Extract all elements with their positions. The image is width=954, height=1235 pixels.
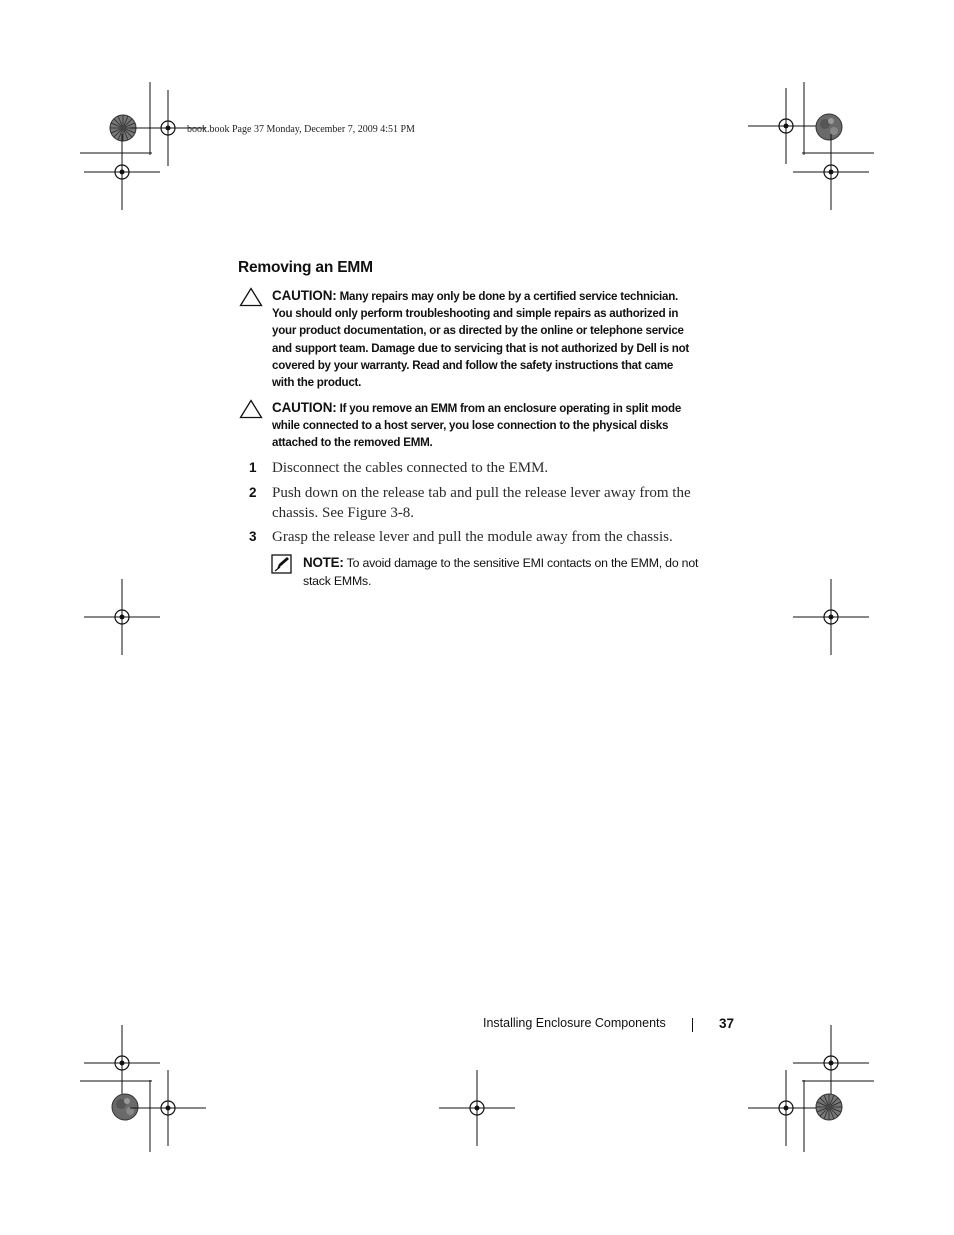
- caution-block: [239, 287, 729, 391]
- caution-text-line: while connected to a host server, you lose connection to the physical disks: [272, 419, 669, 433]
- caution-text-line: your product documentation, or as directed by the online or telephone service: [272, 324, 684, 338]
- caution-text-line: attached to the removed EMM.: [272, 436, 433, 450]
- crosshair-mark: [793, 579, 869, 655]
- caution-text-line: If you remove an EMM from an enclosure operating in split mode: [339, 402, 682, 415]
- step-text: Disconnect the cables connected to the EMM.: [272, 460, 549, 476]
- note-block: [271, 554, 731, 590]
- caution-text-line: Many repairs may only be done by a certified service technician.: [339, 290, 679, 303]
- caution-text-line: You should only perform troubleshooting and simple repairs as authorized in: [272, 307, 679, 321]
- procedure-step: [249, 458, 719, 478]
- note-pencil-icon: [271, 554, 293, 574]
- step-text: chassis. See Figure 3-8.: [272, 505, 415, 521]
- caution-text-line: covered by your warranty. Read and follow the safety instructions that came: [272, 358, 674, 372]
- step-text: Grasp the release lever and pull the module away from the chassis.: [272, 529, 673, 545]
- caution-text-line: with the product.: [272, 376, 362, 390]
- caution-label: CAUTION:: [272, 400, 337, 415]
- crosshair-mark: [84, 579, 160, 655]
- caution-label: CAUTION:: [272, 288, 337, 303]
- caution-triangle-icon: [239, 287, 263, 307]
- footer-chapter-title: Installing Enclosure Components: [483, 1016, 666, 1030]
- step-number: 2: [249, 485, 257, 500]
- registration-blot-mark: [112, 1094, 138, 1120]
- note-text-line: To avoid damage to the sensitive EMI contacts on the EMM, do not: [346, 556, 699, 570]
- registration-blot-mark: [816, 114, 842, 140]
- registration-star-mark: [816, 1094, 842, 1120]
- crosshair-mark: [439, 1070, 515, 1146]
- step-text: Push down on the release tab and pull the release lever away from the: [272, 485, 691, 501]
- section-title: Removing an EMM: [238, 259, 373, 276]
- procedure-step: [249, 527, 719, 547]
- caution-text-line: and support team. Damage due to servicing that is not authorized by Dell is not: [272, 341, 690, 355]
- note-label: NOTE:: [303, 555, 344, 570]
- caution-triangle-icon: [239, 399, 263, 419]
- print-slug: book.book Page 37 Monday, December 7, 2009 4:51 PM: [187, 124, 415, 135]
- step-number: 1: [249, 460, 257, 475]
- note-text-line: stack EMMs.: [303, 573, 372, 588]
- caution-block: [239, 399, 729, 452]
- footer-divider: [692, 1018, 693, 1032]
- page-number: 37: [719, 1016, 735, 1031]
- step-number: 3: [249, 529, 257, 544]
- crosshair-mark: [84, 1025, 160, 1101]
- crosshair-mark: [84, 134, 160, 210]
- procedure-step: [249, 483, 719, 523]
